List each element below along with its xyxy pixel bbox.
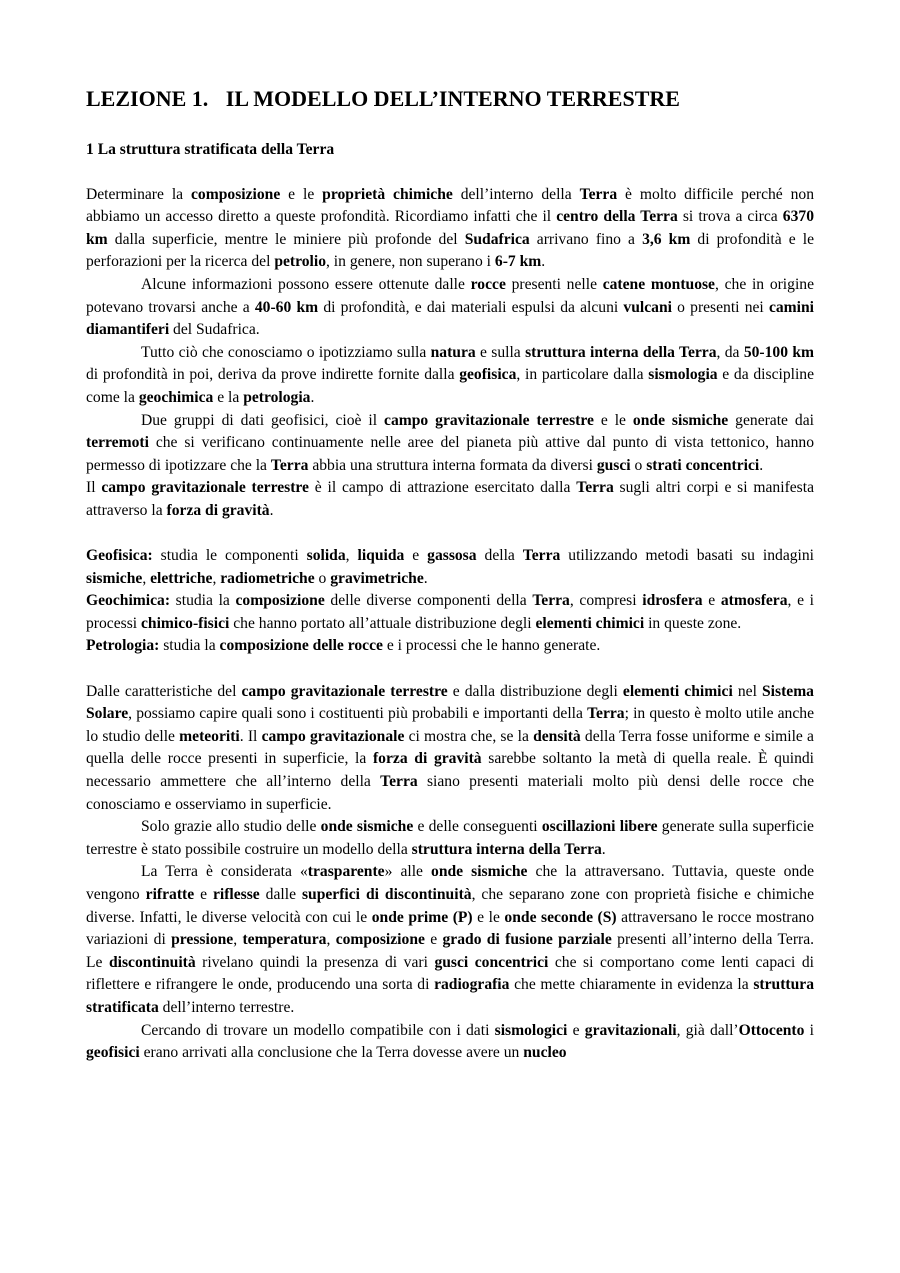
text-run: della Terra fosse uniforme e simile a quella delle rocce presenti in superficie, la bbox=[86, 727, 814, 768]
bold-term: geofisica bbox=[459, 366, 517, 384]
text-run: Dalle caratteristiche del bbox=[86, 682, 242, 700]
text-run: , bbox=[326, 931, 336, 949]
paragraph bbox=[86, 861, 814, 1019]
text-run: arrivano fino a bbox=[529, 230, 643, 248]
text-run: e le bbox=[472, 908, 505, 926]
bold-term: Geochimica: bbox=[86, 592, 171, 610]
text-run: Solo grazie allo studio delle bbox=[141, 818, 321, 836]
text-run: studia la bbox=[159, 637, 220, 655]
bold-term: terremoti bbox=[86, 434, 149, 452]
text-run: e bbox=[404, 547, 428, 565]
text-run: presenti all’interno della Terra. Le bbox=[86, 931, 815, 971]
text-run: e delle conseguenti bbox=[413, 818, 542, 836]
text-run: , compresi bbox=[569, 592, 643, 610]
text-run: , già dall’ bbox=[676, 1021, 739, 1039]
text-run: nel bbox=[732, 682, 762, 700]
lesson-number: LEZIONE 1. bbox=[86, 86, 209, 111]
bold-term: proprietà chimiche bbox=[322, 185, 453, 203]
bold-term: strati concentrici bbox=[646, 456, 760, 474]
text-run: , possiamo capire quali sono i costituenti più probabili e importanti della bbox=[128, 705, 588, 723]
text-run: e bbox=[194, 886, 213, 903]
text-run: che hanno portato all’attuale distribuzione degli bbox=[229, 614, 536, 632]
text-run: abbia una struttura interna formata da diversi bbox=[308, 456, 597, 474]
text-run: e i processi che le hanno generate. bbox=[382, 637, 601, 655]
bold-term: rocce bbox=[470, 275, 506, 293]
text-run: Tutto ciò che conosciamo o ipotizziamo sulla bbox=[141, 343, 431, 361]
text-run: , bbox=[345, 547, 358, 565]
bold-term: gravimetriche bbox=[330, 569, 424, 587]
paragraph-gap bbox=[86, 523, 814, 546]
text-run: » alle bbox=[384, 863, 432, 881]
bold-term: solida bbox=[306, 547, 346, 565]
text-run: , bbox=[233, 931, 243, 949]
text-run: Determinare la bbox=[86, 185, 192, 203]
bold-term: oscillazioni libere bbox=[541, 818, 658, 836]
text-run: o bbox=[314, 569, 331, 587]
text-run: e bbox=[424, 931, 443, 949]
paragraph bbox=[86, 342, 814, 410]
bold-term: struttura stratificata bbox=[86, 976, 814, 1016]
bold-term: Terra bbox=[576, 479, 614, 497]
bold-term: 3,6 km bbox=[642, 230, 691, 248]
paragraph bbox=[86, 477, 814, 522]
bold-term: elettriche bbox=[150, 569, 213, 587]
bold-term: elementi chimici bbox=[622, 682, 733, 700]
text-run: , che separano zone con proprietà fisiche e chimiche diverse. Infatti, le diverse velocità con cui le bbox=[86, 886, 815, 926]
bold-term: Geofisica: bbox=[86, 547, 153, 565]
text-run: che la attraversano. Tuttavia, queste onde vengono bbox=[86, 863, 814, 903]
text-run: studia le componenti bbox=[152, 547, 307, 565]
bold-term: camini diamantiferi bbox=[86, 298, 815, 339]
text-run: di profondità in poi, deriva da prove indirette fornite dalla bbox=[86, 366, 460, 384]
text-run: è molto difficile perché non abbiamo un accesso diretto a queste profondità. Ricordiamo infatti che il bbox=[86, 185, 815, 226]
bold-term: composizione bbox=[235, 592, 325, 610]
text-run: . bbox=[541, 253, 546, 271]
bold-term: gusci bbox=[596, 456, 631, 474]
bold-term: onde prime (P) bbox=[371, 908, 473, 926]
body-text bbox=[86, 184, 814, 1065]
bold-term: liquida bbox=[357, 547, 405, 565]
text-run: o presenti nei bbox=[671, 298, 769, 316]
text-run: La Terra è considerata « bbox=[141, 863, 308, 881]
text-run: si trova a circa bbox=[677, 208, 783, 226]
text-run: e da discipline come la bbox=[86, 366, 814, 406]
bold-term: pressione bbox=[171, 931, 234, 949]
paragraph bbox=[86, 410, 814, 478]
text-run: studia la bbox=[170, 592, 236, 610]
text-run: , da bbox=[716, 343, 744, 361]
text-run: , in genere, non superano i bbox=[326, 253, 495, 271]
text-run: Alcune informazioni possono essere ottenute dalle bbox=[141, 275, 471, 293]
text-run: Due gruppi di dati geofisici, cioè il bbox=[141, 411, 385, 429]
bold-term: grado di fusione parziale bbox=[442, 931, 612, 949]
paragraph-gap bbox=[86, 658, 814, 681]
bold-term: Terra bbox=[587, 705, 625, 723]
bold-term: forza di gravità bbox=[166, 501, 270, 519]
text-run: ; in questo è molto utile anche lo studio delle bbox=[86, 705, 814, 745]
text-run: . bbox=[601, 840, 606, 858]
text-run: , in particolare dalla bbox=[516, 366, 649, 384]
text-run: della bbox=[476, 547, 523, 565]
bold-term: atmosfera bbox=[720, 592, 788, 610]
bold-term: Terra bbox=[270, 456, 309, 474]
bold-term: discontinuità bbox=[108, 953, 196, 971]
bold-term: petrologia bbox=[243, 388, 311, 406]
text-run: . bbox=[269, 501, 274, 519]
bold-term: 40-60 km bbox=[254, 298, 319, 316]
lesson-title-text: IL MODELLO DELL’INTERNO TERRESTRE bbox=[225, 86, 680, 111]
text-run: . bbox=[310, 388, 315, 406]
bold-term: gravitazionali bbox=[584, 1021, 677, 1039]
bold-term: nucleo bbox=[523, 1044, 567, 1062]
text-run: che si comportano come lenti capaci di riflettere e rifrangere le onde, producendo una sorta di bbox=[86, 953, 814, 994]
text-run: dalle bbox=[259, 886, 302, 903]
bold-term: catene montuose bbox=[602, 275, 715, 293]
text-run: , bbox=[142, 569, 151, 587]
bold-term: rifratte bbox=[145, 886, 195, 903]
bold-term: onde seconde (S) bbox=[504, 908, 617, 926]
bold-term: 50-100 km bbox=[743, 343, 815, 361]
bold-term: Petrologia: bbox=[86, 637, 160, 655]
bold-term: meteoriti bbox=[179, 727, 240, 745]
section-title: 1 La struttura stratificata della Terra bbox=[86, 141, 335, 158]
bold-term: radiografia bbox=[434, 976, 510, 994]
text-run: , e i processi bbox=[86, 592, 815, 632]
bold-term: vulcani bbox=[623, 298, 672, 316]
text-run: rivelano quindi la presenza di vari bbox=[195, 953, 435, 971]
bold-term: 6-7 km bbox=[494, 253, 542, 271]
text-run: . bbox=[759, 456, 764, 474]
bold-term: Terra bbox=[380, 773, 418, 791]
bold-term: Sistema Solare bbox=[86, 682, 814, 723]
paragraph bbox=[86, 590, 814, 635]
text-run: erano arrivati alla conclusione che la Terra dovesse avere un bbox=[139, 1044, 524, 1062]
bold-term: elementi chimici bbox=[535, 614, 645, 632]
bold-term: onde sismiche bbox=[632, 411, 729, 429]
bold-term: onde sismiche bbox=[431, 863, 528, 881]
text-run: e dalla distribuzione degli bbox=[447, 682, 623, 700]
bold-term: onde sismiche bbox=[320, 818, 414, 836]
bold-term: geofisici bbox=[86, 1044, 140, 1062]
bold-term: composizione bbox=[191, 185, 281, 203]
paragraph bbox=[86, 1020, 814, 1065]
bold-term: gassosa bbox=[427, 547, 477, 565]
text-run: che si verificano continuamente nelle aree del pianeta più attive dal punto di vista tettonico, hanno permesso di ipotizzare che la bbox=[86, 434, 814, 474]
bold-term: idrosfera bbox=[642, 592, 703, 610]
text-run: e bbox=[702, 592, 721, 610]
bold-term: riflesse bbox=[212, 886, 260, 903]
bold-term: campo gravitazionale terrestre bbox=[384, 411, 594, 429]
bold-term: campo gravitazionale terrestre bbox=[101, 479, 309, 497]
bold-term: Terra bbox=[532, 592, 570, 610]
text-run: Il bbox=[86, 479, 102, 497]
text-run: delle diverse componenti della bbox=[324, 592, 533, 610]
text-run: presenti nelle bbox=[505, 275, 603, 293]
bold-term: sismiche bbox=[86, 569, 143, 587]
bold-term: radiometriche bbox=[220, 569, 315, 587]
paragraph bbox=[86, 184, 814, 274]
bold-term: Terra bbox=[579, 185, 618, 203]
text-run: utilizzando metodi basati su indagini bbox=[560, 547, 815, 565]
text-run: e le bbox=[280, 185, 323, 203]
text-run: dell’interno terrestre. bbox=[158, 998, 295, 1016]
text-run: , che in origine potevano trovarsi anche a bbox=[86, 275, 814, 316]
text-run: generate sulla superficie terrestre è stato possibile costruire un modello della bbox=[86, 818, 814, 858]
bold-term: campo gravitazionale bbox=[261, 727, 405, 745]
bold-term: composizione delle rocce bbox=[219, 637, 383, 655]
text-run: o bbox=[630, 456, 647, 474]
bold-term: petrolio bbox=[274, 253, 326, 271]
text-run: e le bbox=[593, 411, 633, 429]
text-run: . Il bbox=[239, 727, 262, 745]
text-run: in queste zone. bbox=[644, 614, 742, 632]
text-run: siano presenti materiali molto più densi delle rocce che conosciamo e osserviamo in superficie. bbox=[86, 773, 814, 813]
bold-term: centro della Terra bbox=[556, 208, 678, 226]
text-run: attraversano le rocce mostrano variazioni di bbox=[86, 908, 815, 949]
bold-term: struttura interna della Terra bbox=[411, 840, 602, 858]
text-run: dalla superficie, mentre le miniere più profonde del bbox=[107, 230, 465, 248]
paragraph bbox=[86, 816, 814, 861]
text-run: i bbox=[804, 1021, 814, 1039]
text-run: generate dai bbox=[728, 411, 814, 429]
bold-term: struttura interna della Terra bbox=[525, 343, 717, 361]
text-run: Cercando di trovare un modello compatibile con i dati bbox=[141, 1021, 495, 1039]
bold-term: Sudafrica bbox=[464, 230, 530, 248]
bold-term: trasparente bbox=[307, 863, 385, 881]
bold-term: sismologia bbox=[648, 366, 718, 384]
bold-term: gusci concentrici bbox=[434, 953, 549, 971]
bold-term: forza di gravità bbox=[372, 750, 482, 768]
text-run: e sulla bbox=[475, 343, 526, 361]
text-run: e bbox=[567, 1021, 585, 1039]
paragraph bbox=[86, 545, 814, 590]
text-run: del Sudafrica. bbox=[169, 321, 260, 339]
text-run: è il campo di attrazione esercitato dalla bbox=[308, 479, 577, 497]
bold-term: sismologici bbox=[494, 1021, 568, 1039]
bold-term: composizione bbox=[335, 931, 425, 949]
text-run: sarebbe soltanto la metà di quella reale. È quindi necessario ammettere che all’interno della bbox=[86, 750, 814, 791]
text-run: . bbox=[423, 569, 428, 587]
bold-term: Terra bbox=[522, 547, 561, 565]
bold-term: densità bbox=[533, 727, 581, 745]
paragraph bbox=[86, 274, 814, 342]
text-run: che mette chiaramente in evidenza la bbox=[509, 976, 754, 994]
paragraph bbox=[86, 681, 814, 817]
bold-term: natura bbox=[430, 343, 476, 361]
text-run: e la bbox=[213, 388, 244, 406]
text-run: sugli altri corpi e si manifesta attraverso la bbox=[86, 479, 815, 519]
text-run: ci mostra che, se la bbox=[404, 727, 534, 745]
bold-term: Ottocento bbox=[738, 1021, 805, 1039]
bold-term: temperatura bbox=[242, 931, 327, 949]
text-run: di profondità e le perforazioni per la ricerca del bbox=[86, 230, 814, 271]
text-run: dell’interno della bbox=[452, 185, 580, 203]
text-run: , bbox=[212, 569, 221, 587]
lesson-title bbox=[86, 84, 814, 114]
bold-term: superfici di discontinuità bbox=[301, 886, 472, 903]
bold-term: geochimica bbox=[138, 388, 214, 406]
text-run: di profondità, e dai materiali espulsi da alcuni bbox=[318, 298, 624, 316]
bold-term: campo gravitazionale terrestre bbox=[241, 682, 448, 700]
paragraph bbox=[86, 635, 814, 658]
bold-term: 6370 km bbox=[86, 208, 814, 248]
bold-term: chimico-fisici bbox=[141, 614, 230, 632]
